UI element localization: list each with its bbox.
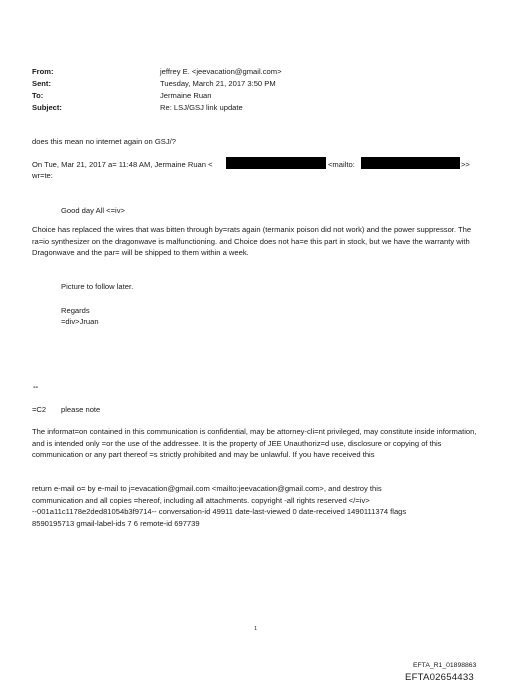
quote-mailto: <mailto: (328, 160, 355, 169)
separator-dashes: -- (33, 382, 39, 391)
from-value: jeffrey E. <jeevacation@gmail.com> (160, 67, 282, 76)
redaction-box (361, 157, 460, 169)
reply-question: does this mean no internet again on GSJ/? (32, 137, 176, 146)
subject-label: Subject: (32, 103, 62, 112)
page-number: 1 (254, 626, 258, 632)
sent-label: Sent: (32, 79, 51, 88)
return-line-3: --001a11c1178e2ded81054b3f9714-- conversation-id 49911 date-last-viewed 0 date-received 1490111374 flags (32, 507, 407, 516)
c2-marker: =C2 (32, 405, 47, 414)
quote-wrote: wr=te: (32, 171, 53, 180)
bates-number-large: EFTA02654433 (405, 672, 474, 683)
regards: Regards (61, 306, 90, 315)
please-note: please note (61, 405, 101, 414)
subject-value: Re: LSJ/GSJ link update (160, 103, 243, 112)
return-line-2: communication and all copies =hereof, including all attachments. copyright -all rights reserved </=iv> (32, 496, 370, 505)
greeting: Good day All <=iv> (61, 206, 125, 215)
redaction-box (226, 157, 326, 169)
bates-number-small: EFTA_R1_01898863 (413, 662, 477, 669)
quoted-paragraph: Choice has replaced the wires that was bitten through by=rats again (termanix poison did not work) and the power suppressor. The ra=io synthesizer on the dragonwave is malfunctioning. and Choice does not ha=e this part in stock, but we have the warranty with Dragonwave and the par= will be shipped to them within a week. (32, 225, 472, 258)
picture-note: Picture to follow later. (61, 282, 134, 291)
quote-line-start: On Tue, Mar 21, 2017 a= 11:48 AM, Jermaine Ruan < (32, 160, 213, 169)
confidential-notice: The informat=on contained in this communication is confidential, may be attorney-cli=nt privileged, may constitute inside information, and is intended only =or the use of the addressee. It is the property of JEE Unauthoriz=d use, disclosure or copying of this communication or any part thereof =s strictly prohibited and may be unlawful. If you have received this (32, 427, 477, 460)
to-value: Jermaine Ruan (160, 91, 212, 100)
return-line-4: 8590195713 gmail-label-ids 7 6 remote-id 697739 (32, 519, 200, 528)
signature: =div>Jruan (61, 317, 99, 326)
return-line-1: return e-mail o= by e-mail to j=evacation@gmail.com <mailto:jeevacation@gmail.com>, and destroy this (32, 484, 382, 493)
from-label: From: (32, 67, 54, 76)
sent-value: Tuesday, March 21, 2017 3:50 PM (160, 79, 276, 88)
to-label: To: (32, 91, 44, 100)
quote-end: >> (461, 160, 470, 169)
